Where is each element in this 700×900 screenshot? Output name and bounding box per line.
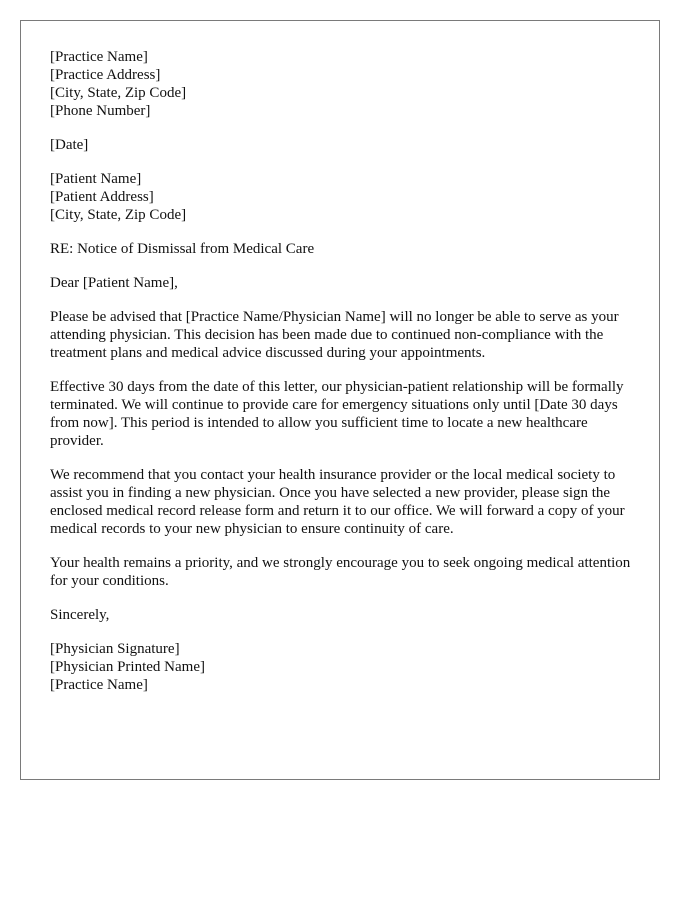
- subject-block: [50, 240, 640, 258]
- body-paragraph-4: Your health remains a priority, and we strongly encourage you to seek ongoing medical attention for your conditions.: [50, 555, 631, 589]
- sender-practice-address: [Practice Address]: [50, 67, 161, 83]
- letter-date: [Date]: [50, 137, 89, 153]
- closing: Sincerely,: [50, 607, 110, 623]
- sender-block: [50, 48, 640, 120]
- salutation-block: [50, 274, 640, 292]
- sender-practice-name: [Practice Name]: [50, 49, 148, 65]
- physician-printed-name: [Physician Printed Name]: [50, 659, 205, 675]
- recipient-city-state-zip: [City, State, Zip Code]: [50, 207, 187, 223]
- sender-phone: [Phone Number]: [50, 103, 151, 119]
- signature-block: [50, 640, 640, 694]
- letter-page: [20, 20, 660, 780]
- recipient-address: [Patient Address]: [50, 189, 154, 205]
- salutation: Dear [Patient Name],: [50, 275, 178, 291]
- signature-practice-name: [Practice Name]: [50, 677, 148, 693]
- date-block: [50, 136, 640, 154]
- physician-signature: [Physician Signature]: [50, 641, 180, 657]
- subject-line: RE: Notice of Dismissal from Medical Care: [50, 241, 315, 257]
- body-paragraph-1: Please be advised that [Practice Name/Physician Name] will no longer be able to serve as your attending physician. This decision has been made due to continued non-compliance with the treatment plans and medical advice discussed during your appointments.: [50, 309, 619, 361]
- recipient-block: [50, 170, 640, 224]
- letter-body: [50, 48, 640, 710]
- body-paragraph-2: Effective 30 days from the date of this letter, our physician-patient relationship will be formally terminated. We will continue to provide care for emergency situations only until [Date 30 days from now]. This period is intended to allow you sufficient time to locate a new healthcare provider.: [50, 379, 624, 449]
- body-paragraph-3: We recommend that you contact your health insurance provider or the local medical society to assist you in finding a new physician. Once you have selected a new provider, please sign the enclosed medical record release form and return it to our office. We will forward a copy of your medical records to your new physician to ensure continuity of care.: [50, 467, 625, 537]
- recipient-name: [Patient Name]: [50, 171, 142, 187]
- closing-block: [50, 606, 640, 624]
- sender-city-state-zip: [City, State, Zip Code]: [50, 85, 187, 101]
